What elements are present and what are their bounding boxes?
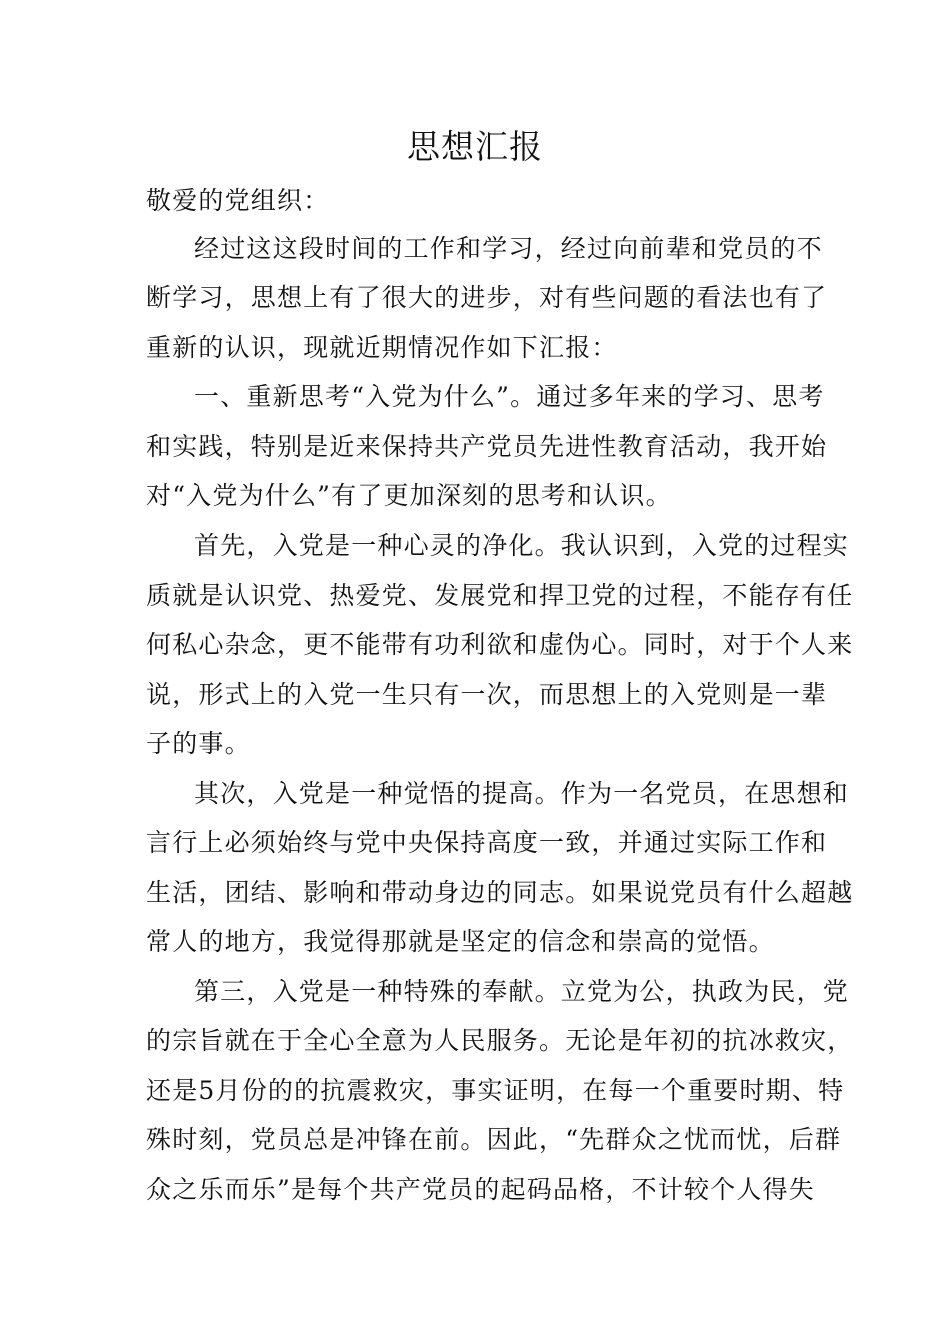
paragraph-line: 和实践，特别是近来保持共产党员先进性教育活动，我开始	[146, 432, 828, 461]
paragraph-line: 生活，团结、影响和带动身边的同志。如果说党员有什么超越	[146, 878, 854, 907]
paragraph-line: 殊时刻，党员总是冲锋在前。因此，“先群众之忧而忧，后群	[146, 1125, 842, 1154]
paragraph-line: 众之乐而乐”是每个共产党员的起码品格，不计较个人得失	[146, 1175, 815, 1204]
paragraph-line: 经过这这段时间的工作和学习，经过向前辈和党员的不	[194, 234, 823, 263]
paragraph-line: 其次，入党是一种觉悟的提高。作为一名党员，在思想和	[194, 779, 850, 808]
document-title: 思想汇报	[407, 127, 543, 166]
paragraph-line: 何私心杂念，更不能带有功利欲和虚伪心。同时，对于个人来	[146, 630, 854, 659]
paragraph-line: 说，形式上的入党一生只有一次，而思想上的入党则是一辈	[146, 680, 828, 709]
paragraph-line: 子的事。	[146, 729, 251, 758]
paragraph-line: 重新的认识，现就近期情况作如下汇报：	[146, 333, 618, 362]
paragraph-line: 断学习，思想上有了很大的进步，对有些问题的看法也有了	[146, 283, 828, 312]
paragraph-line: 第三，入党是一种特殊的奉献。立党为公，执政为民，党	[194, 977, 850, 1006]
paragraph-line: 还是5月份的的抗震救灾，事实证明，在每一个重要时期、特	[146, 1076, 845, 1105]
paragraph-line: 的宗旨就在于全心全意为人民服务。无论是年初的抗冰救灾，	[146, 1026, 854, 1055]
paragraph-line: 质就是认识党、热爱党、发展党和捍卫党的过程，不能存有任	[146, 581, 854, 610]
paragraph-line: 一、重新思考“入党为什么”。通过多年来的学习、思考	[194, 382, 825, 411]
paragraph-line: 首先，入党是一种心灵的净化。我认识到，入党的过程实	[194, 531, 850, 560]
paragraph-line: 对“入党为什么”有了更加深刻的思考和认识。	[146, 481, 672, 510]
salutation: 敬爱的党组织：	[146, 186, 330, 215]
paragraph-line: 常人的地方，我觉得那就是坚定的信念和崇高的觉悟。	[146, 927, 775, 956]
paragraph-line: 言行上必须始终与党中央保持高度一致，并通过实际工作和	[146, 828, 828, 857]
